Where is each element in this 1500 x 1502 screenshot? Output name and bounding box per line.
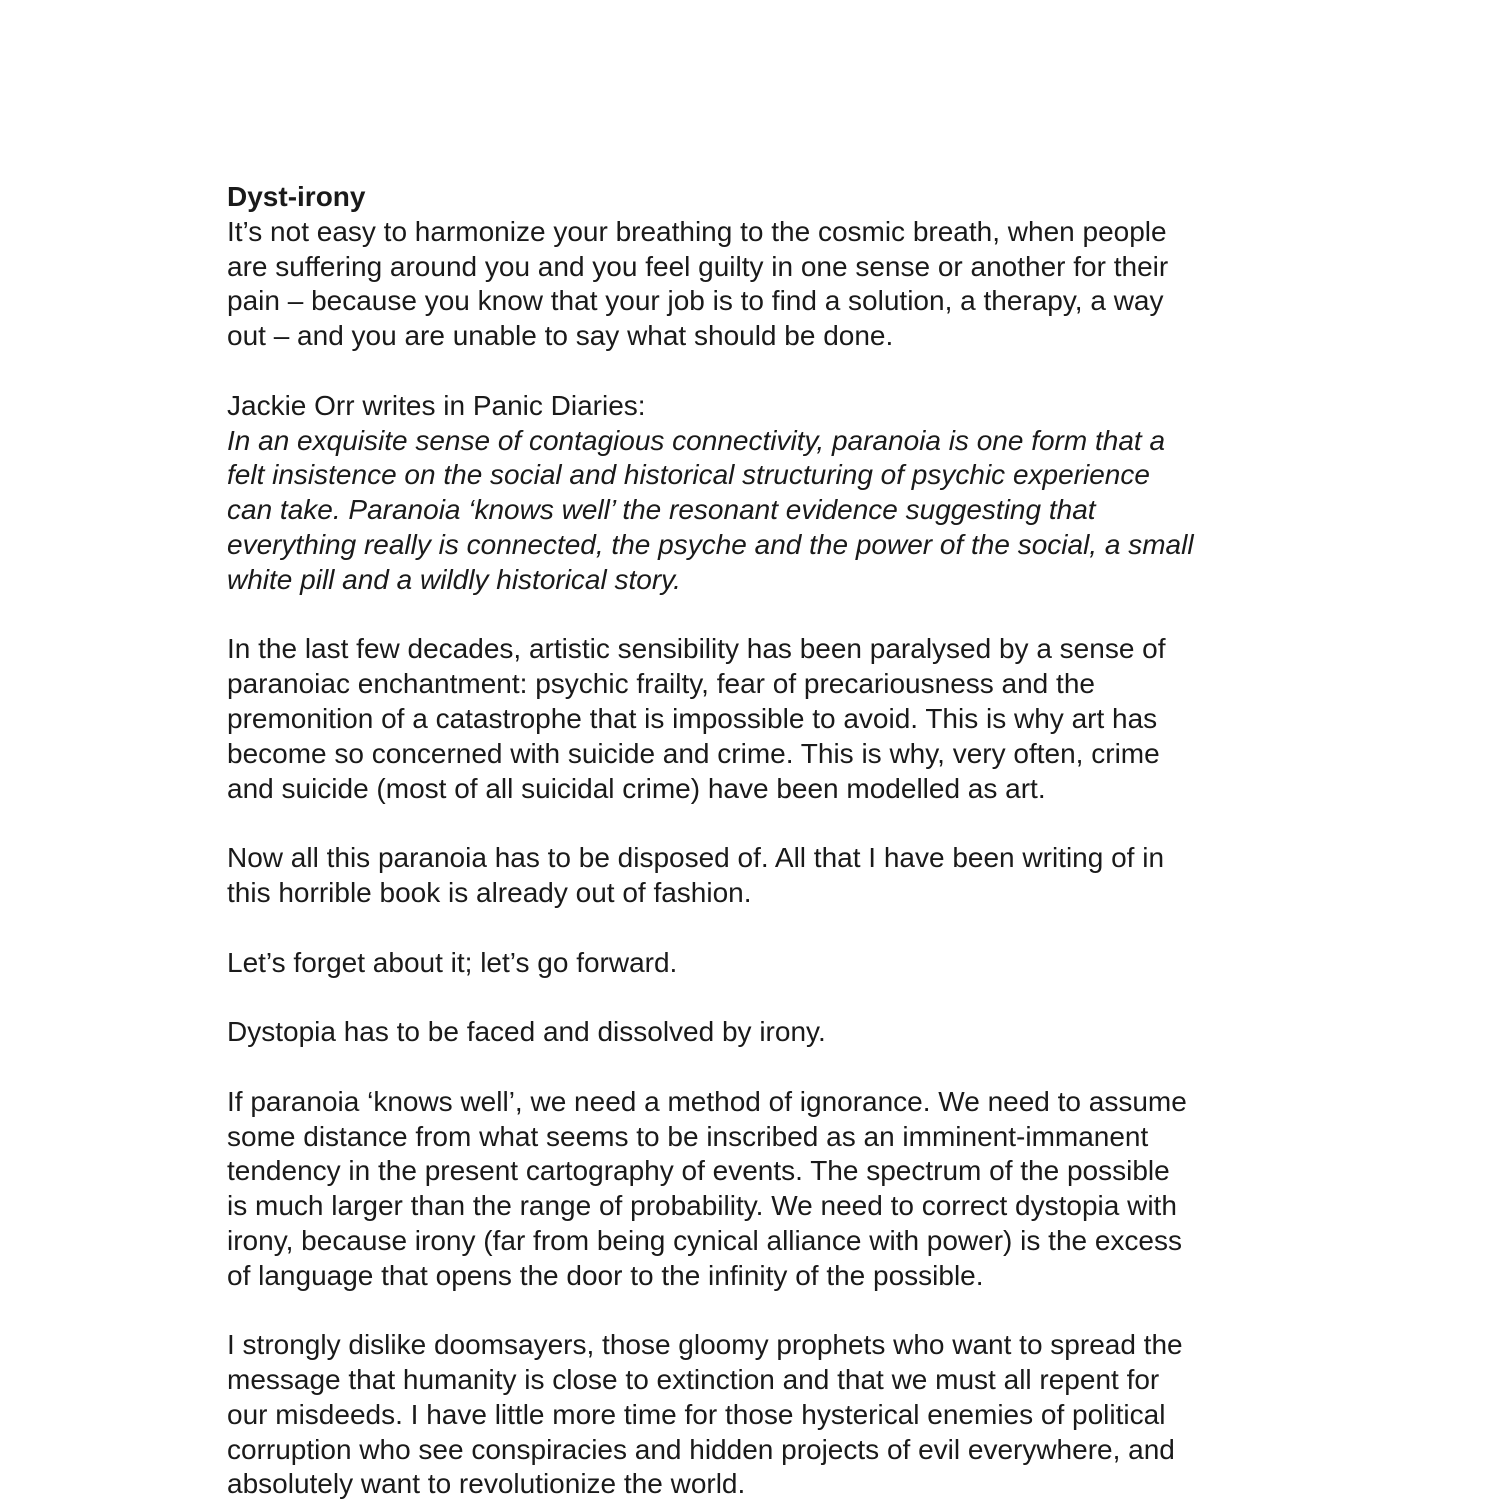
document-page xyxy=(227,180,1287,1502)
paragraph-gap xyxy=(227,980,1287,1015)
paragraph-gap xyxy=(227,598,1287,633)
paragraph-7: If paranoia ‘knows well’, we need a method of ignorance. We need to assume some distance from what seems to be inscribed as an imminent-immanent tendency in the present cartography of events. The spectrum of the possible is much larger than the range of probability. We need to correct dystopia with irony, because irony (far from being cynical alliance with power) is the excess of language that opens the door to the infinity of the possible. xyxy=(227,1085,1187,1291)
paragraph-gap xyxy=(227,911,1287,946)
block-quote: In an exquisite sense of contagious connectivity, paranoia is one form that a felt insistence on the social and historical structuring of psychic experience can take. Paranoia ‘knows well’ the resonant evidence suggesting that everything really is connected, the psyche and the power of the social, a small white pill and a wildly historical story. xyxy=(227,424,1194,595)
paragraph-5: Let’s forget about it; let’s go forward. xyxy=(227,946,678,978)
paragraph-gap xyxy=(227,1294,1287,1329)
paragraph-8: I strongly dislike doomsayers, those gloomy prophets who want to spread the message that humanity is close to extinction and that we must all repent for our misdeeds. I have little more time for those hysterical enemies of political corruption who see conspiracies and hidden projects of evil everywhere, and absolutely want to revolutionize the world. xyxy=(227,1329,1183,1500)
quote-intro: Jackie Orr writes in Panic Diaries: xyxy=(227,389,646,421)
section-title: Dyst-irony xyxy=(227,181,366,212)
paragraph-gap xyxy=(227,354,1287,389)
paragraph-gap xyxy=(227,1050,1287,1085)
paragraph-4: Now all this paranoia has to be disposed of. All that I have been writing of in this horrible book is already out of fashion. xyxy=(227,842,1165,908)
paragraph-gap xyxy=(227,806,1287,841)
paragraph-6: Dystopia has to be faced and dissolved by irony. xyxy=(227,1016,826,1048)
paragraph-3: In the last few decades, artistic sensibility has been paralysed by a sense of paranoiac enchantment: psychic frailty, fear of precariousness and the premonition of a catastrophe that is impossible to avoid. This is why art has become so concerned with suicide and crime. This is why, very often, crime and suicide (most of all suicidal crime) have been modelled as art. xyxy=(227,633,1166,804)
paragraph-1: It’s not easy to harmonize your breathing to the cosmic breath, when people are suffering around you and you feel guilty in one sense or another for their pain – because you know that your job is to find a solution, a therapy, a way out – and you are unable to say what should be done. xyxy=(227,215,1169,352)
